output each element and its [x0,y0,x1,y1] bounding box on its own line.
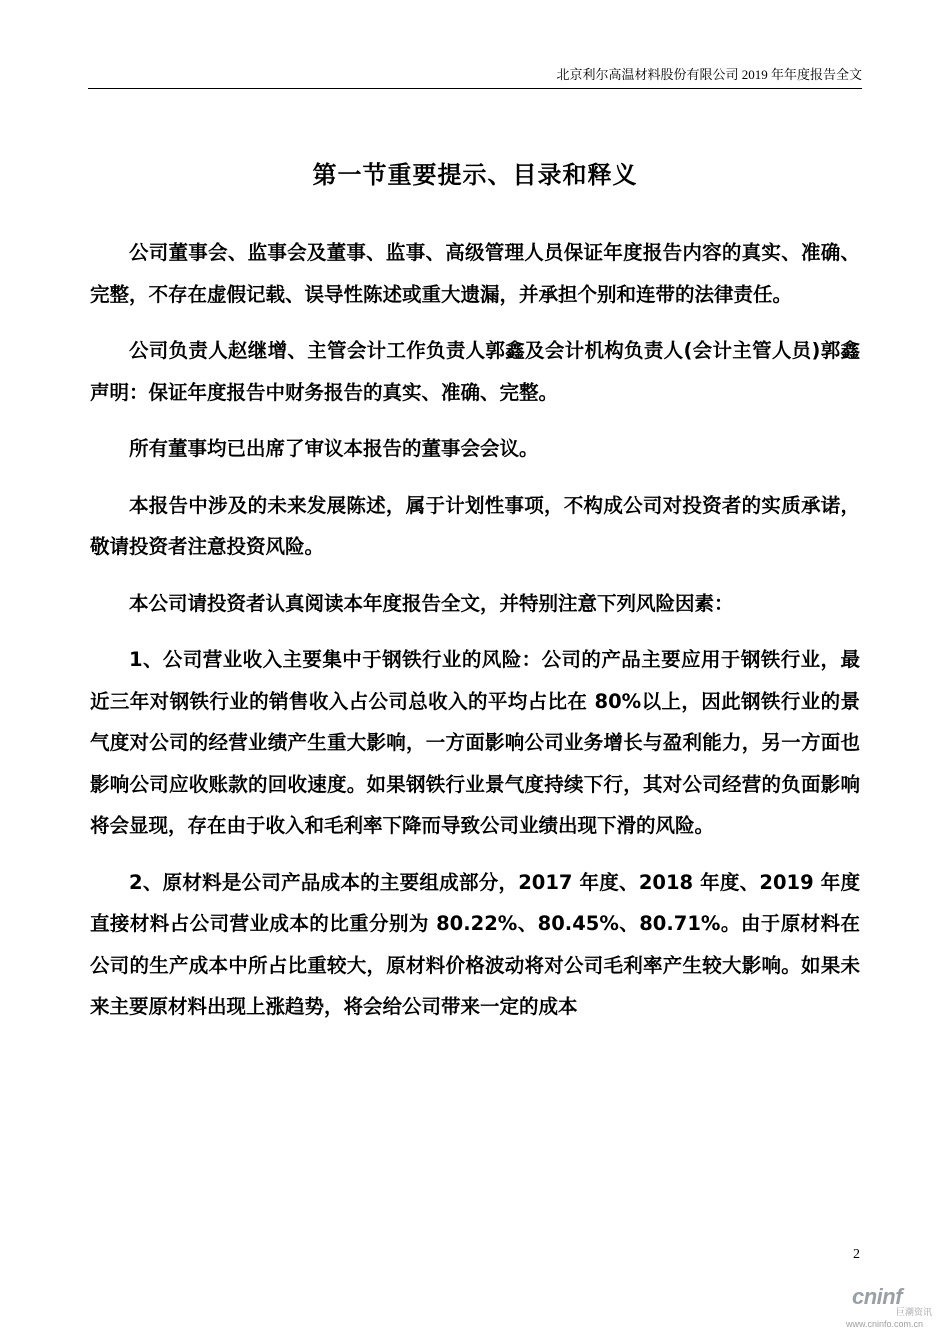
paragraph-responsible-persons: 公司负责人赵继增、主管会计工作负责人郭鑫及会计机构负责人(会计主管人员)郭鑫声明：保证年度报告中财务报告的真实、准确、完整。 [90,339,860,404]
running-header: 北京利尔高温材料股份有限公司 2019 年年度报告全文 [556,67,862,82]
paragraph-risk-2: 2、原材料是公司产品成本的主要组成部分，2017 年度、2018 年度、2019 年度直接材料占公司营业成本的比重分别为 80.22%、80.45%、80.71%。由于原材料在公司的生产成本中所占比重较大，原材料价格波动将对公司毛利率产生较大影响。如果未来主要原材料出现上涨趋势，将会给公司带来一定的成本 [90,870,860,1018]
header-divider [88,88,862,89]
document-body [90,232,860,1043]
paragraph-forward-looking: 本报告中涉及的未来发展陈述，属于计划性事项，不构成公司对投资者的实质承诺，敬请投资者注意投资风险。 [90,493,860,558]
page-number: 2 [853,1247,860,1262]
logo-url: www.cninfo.com.cn [846,1319,924,1329]
paragraph-directors-attendance: 所有董事均已出席了审议本报告的董事会会议。 [129,437,539,460]
cninfo-watermark-logo [846,1284,940,1334]
paragraph-risk-1: 1、公司营业收入主要集中于钢铁行业的风险：公司的产品主要应用于钢铁行业，最近三年对钢铁行业的销售收入占公司总收入的平均占比在 80%以上，因此钢铁行业的景气度对公司的经营业绩产生重大影响，一方面影响公司业务增长与盈利能力，另一方面也影响公司应收账款的回收速度。如果钢铁行业景气度持续下行，其对公司经营的负面影响将会显现，存在由于收入和毛利率下降而导致公司业绩出现下滑的风险。 [90,648,860,837]
logo-brand: cninf [852,1284,903,1309]
paragraph-risk-intro: 本公司请投资者认真阅读本年度报告全文，并特别注意下列风险因素： [129,591,734,615]
paragraph-board-guarantee: 公司董事会、监事会及董事、监事、高级管理人员保证年度报告内容的真实、准确、完整，不存在虚假记载、误导性陈述或重大遗漏，并承担个别和连带的法律责任。 [90,241,860,306]
logo-name: 巨潮资讯 [896,1308,933,1318]
section-title: 第一节重要提示、目录和释义 [312,161,638,189]
